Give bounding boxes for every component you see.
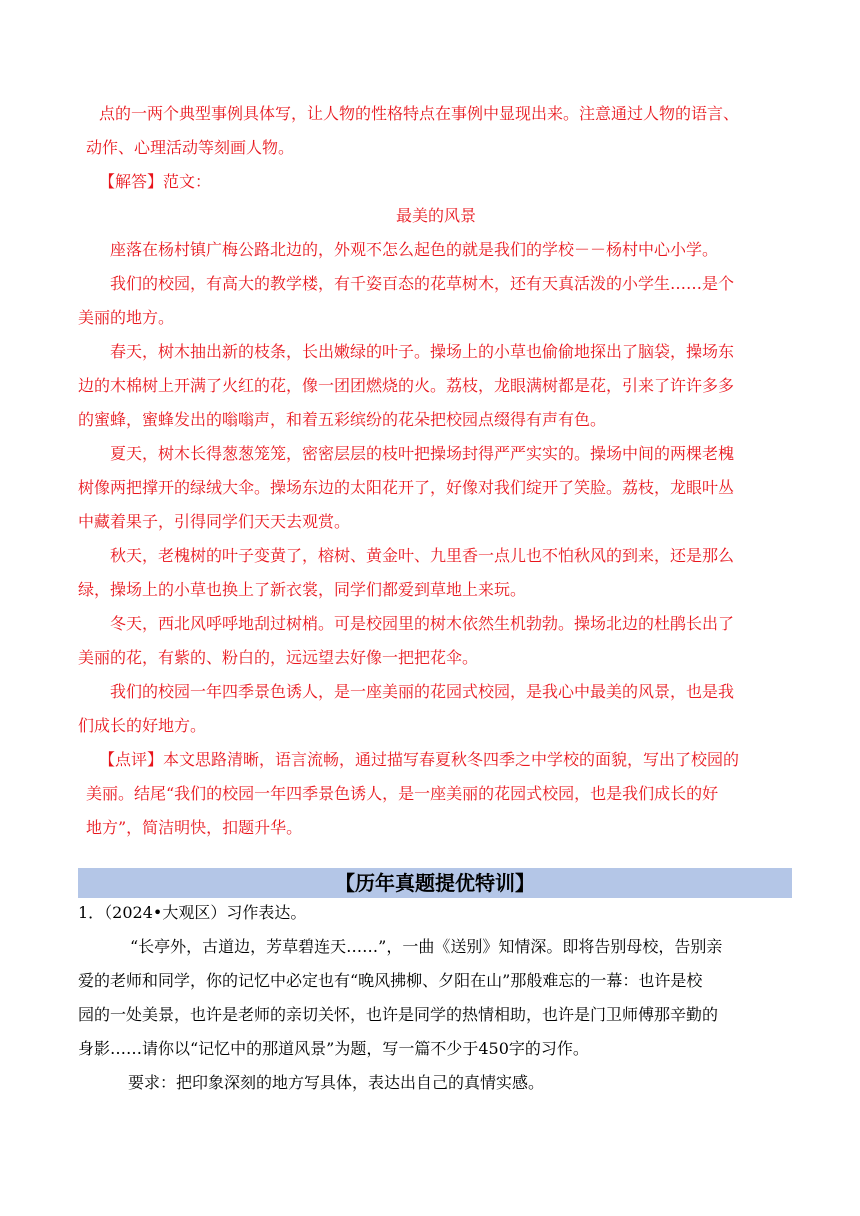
question-line: 爱的老师和同学，你的记忆中必定也有“晚风拂柳、夕阳在山”那般难忘的一幕：也许是校 — [78, 971, 703, 990]
question-line: 身影……请你以“记忆中的那道风景”为题，写一篇不少于450字的习作。 — [78, 1039, 589, 1058]
comment-line: 地方”，简洁明快，扣题升华。 — [86, 818, 303, 837]
comment-label: 【点评】 — [99, 750, 164, 769]
essay-line: 春天，树木抽出新的枝条，长出嫩绿的叶子。操场上的小草也偷偷地探出了脑袋，操场东 — [110, 342, 735, 361]
question-body — [78, 930, 794, 1100]
essay-line: 们成长的好地方。 — [78, 716, 207, 735]
essay-line: 中藏着果子，引得同学们天天去观赏。 — [78, 512, 351, 531]
essay-line: 绿，操场上的小草也换上了新衣裳，同学们都爱到草地上来玩。 — [78, 580, 527, 599]
essay-line: 我们的校园一年四季景色诱人，是一座美丽的花园式校园，是我心中最美的风景，也是我 — [110, 682, 735, 701]
question-head: 1．（2024•大观区）习作表达。 — [78, 903, 307, 922]
essay-line: 冬天，西北风呼呼地刮过树梢。可是校园里的树木依然生机勃勃。操场北边的杜鹃长出了 — [110, 614, 735, 633]
essay-line: 的蜜蜂，蜜蜂发出的嗡嗡声，和着五彩缤纷的花朵把校园点缀得有声有色。 — [78, 410, 607, 429]
comment-text: 本文思路清晰，语言流畅，通过描写春夏秋冬四季之中学校的面貌，写出了校园的 — [163, 750, 740, 769]
essay-line: 夏天，树木长得葱葱笼笼，密密层层的枝叶把操场封得严严实实的。操场中间的两棵老槐 — [110, 444, 735, 463]
answer-section — [78, 97, 794, 845]
answer-label: 【解答】 — [99, 172, 164, 191]
guidance-line-2: 动作、心理活动等刻画人物。 — [86, 138, 295, 157]
comment-line — [78, 743, 794, 777]
question-line: 园的一处美景，也许是老师的亲切关怀，也许是同学的热情相助，也许是门卫师傅那辛勤的 — [78, 1005, 719, 1024]
essay-line: 树像两把撑开的绿绒大伞。操场东边的太阳花开了，好像对我们绽开了笑脸。荔枝，龙眼叶丛 — [78, 478, 735, 497]
answer-line — [78, 165, 794, 199]
essay-line: 秋天，老槐树的叶子变黄了，榕树、黄金叶、九里香一点儿也不怕秋风的到来，还是那么 — [110, 546, 735, 565]
requirement-line: 要求：把印象深刻的地方写具体，表达出自己的真情实感。 — [128, 1073, 545, 1092]
essay-line: 美丽的地方。 — [78, 308, 175, 327]
essay-line: 座落在杨村镇广梅公路北边的，外观不怎么起色的就是我们的学校－－杨村中心小学。 — [110, 240, 719, 259]
answer-intro: 范文： — [163, 172, 212, 191]
guidance-line-1: 点的一两个典型事例具体写，让人物的性格特点在事例中显现出来。注意通过人物的语言、 — [99, 104, 740, 123]
essay-line: 美丽的花，有紫的、粉白的，远远望去好像一把把花伞。 — [78, 648, 479, 667]
comment-line: 美丽。结尾“我们的校园一年四季景色诱人，是一座美丽的花园式校园，也是我们成长的好 — [86, 784, 719, 803]
essay-line: 边的木棉树上开满了火红的花，像一团团燃烧的火。荔枝，龙眼满树都是花，引来了许许多多 — [78, 376, 735, 395]
essay-line: 我们的校园，有高大的教学楼，有千姿百态的花草树木，还有天真活泼的小学生……是个 — [110, 274, 735, 293]
question-line: “长亭外，古道边，芳草碧连天……”，一曲《送别》知情深。即将告别母校，告别亲 — [130, 937, 723, 956]
essay-title: 最美的风景 — [395, 206, 476, 225]
section-banner: 【历年真题提优特训】 — [78, 868, 792, 898]
